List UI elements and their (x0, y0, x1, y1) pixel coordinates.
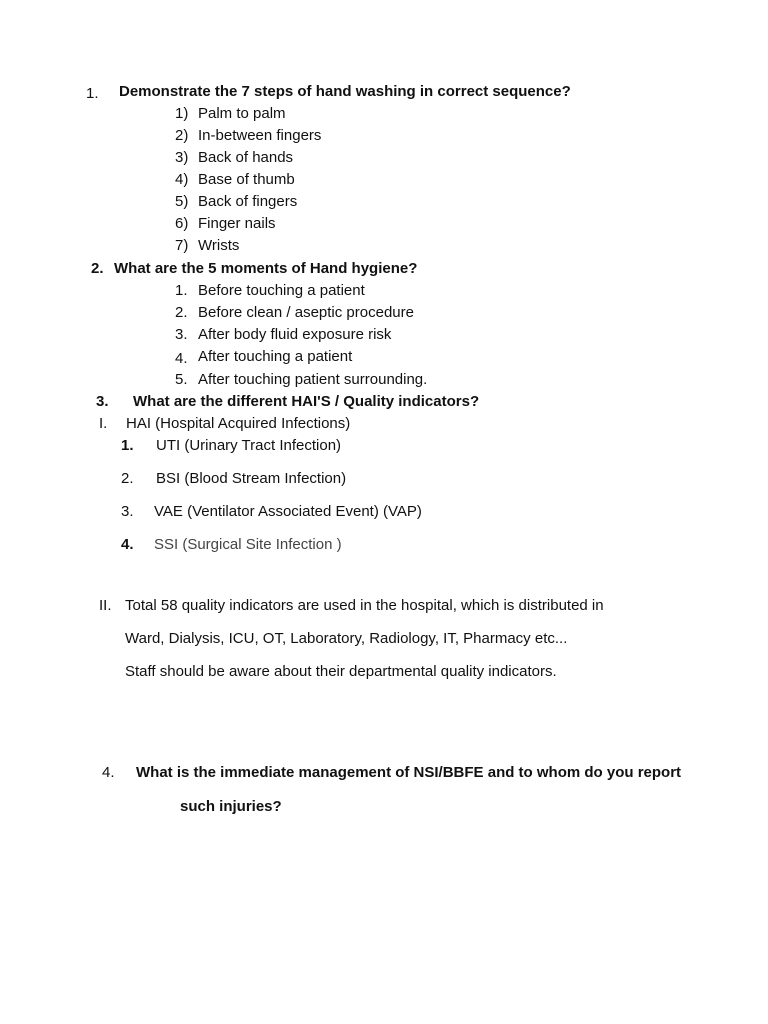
q1-number: 1. (86, 85, 99, 102)
q1-item-number: 7) (175, 237, 189, 254)
q2-item-number: 5. (175, 371, 188, 388)
q2-item: Before touching a patient (198, 282, 365, 299)
q1-item-number: 2) (175, 127, 189, 144)
q2-item: After touching a patient (198, 348, 353, 365)
q2-item: After body fluid exposure risk (198, 326, 392, 343)
hai-item-number: 3. (121, 503, 134, 520)
quality-text-line: Staff should be aware about their departmental quality indicators. (125, 663, 557, 680)
q4-heading-line2: such injuries? (180, 798, 282, 815)
q1-item-number: 1) (175, 105, 189, 122)
hai-item: VAE (Ventilator Associated Event) (VAP) (154, 503, 422, 520)
q3-section1-title: HAI (Hospital Acquired Infections) (126, 415, 351, 432)
quality-text-line: Ward, Dialysis, ICU, OT, Laboratory, Radiology, IT, Pharmacy etc... (125, 630, 568, 647)
hai-item-number: 1. (121, 437, 134, 454)
quality-text-line: Total 58 quality indicators are used in the hospital, which is distributed in (125, 597, 604, 614)
q1-item: Wrists (198, 237, 240, 254)
q1-item: Back of hands (198, 149, 294, 166)
hai-item: UTI (Urinary Tract Infection) (156, 437, 342, 454)
q1-item: In-between fingers (198, 127, 322, 144)
q2-item-number: 1. (175, 282, 188, 299)
q1-item-number: 4) (175, 171, 189, 188)
q4-heading-line1: What is the immediate management of NSI/BBFE and to whom do you report (136, 764, 682, 781)
q1-heading: Demonstrate the 7 steps of hand washing in correct sequence? (119, 83, 571, 100)
q2-item-number: 4. (175, 350, 188, 367)
hai-item: BSI (Blood Stream Infection) (156, 470, 347, 487)
q2-item-number: 3. (175, 326, 188, 343)
q3-number: 3. (96, 393, 109, 410)
q1-item: Base of thumb (198, 171, 295, 188)
q1-item: Back of fingers (198, 193, 298, 210)
q2-heading: What are the 5 moments of Hand hygiene? (114, 260, 418, 277)
q2-item-number: 2. (175, 304, 188, 321)
q1-item: Palm to palm (198, 105, 286, 122)
q2-item: Before clean / aseptic procedure (198, 304, 414, 321)
q3-section2-number: II. (99, 597, 112, 614)
q3-section1-number: I. (99, 415, 108, 432)
q2-item: After touching patient surrounding. (198, 371, 428, 388)
q1-item: Finger nails (198, 215, 276, 232)
q4-number: 4. (102, 764, 115, 781)
q3-heading: What are the different HAI'S / Quality indicators? (133, 393, 480, 410)
hai-item-number: 4. (121, 536, 134, 553)
q2-number: 2. (91, 260, 104, 277)
q1-item-number: 5) (175, 193, 189, 210)
hai-item-number: 2. (121, 470, 134, 487)
q1-item-number: 3) (175, 149, 189, 166)
hai-item: SSI (Surgical Site Infection ) (154, 536, 342, 553)
q1-item-number: 6) (175, 215, 189, 232)
